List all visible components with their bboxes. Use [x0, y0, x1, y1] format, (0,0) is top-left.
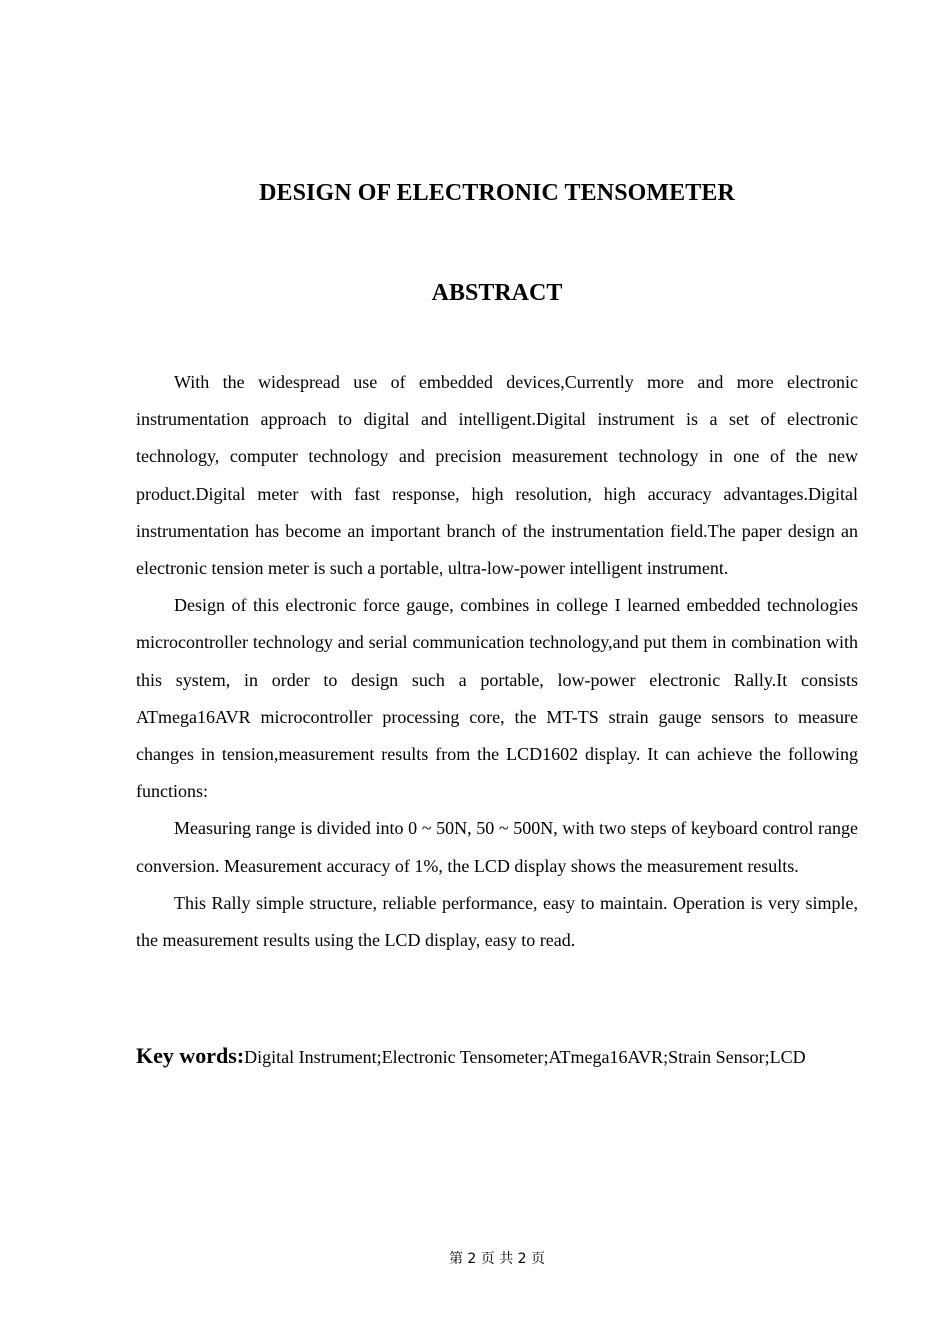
abstract-body	[136, 364, 858, 959]
abstract-paragraph-4: This Rally simple structure, reliable performance, easy to maintain. Operation is very simple, the measurement results using the LCD display, easy to read.	[136, 892, 858, 951]
abstract-paragraph-2: Design of this electronic force gauge, combines in college I learned embedded technologies microcontroller technology and serial communication technology,and put them in combination with this system, in order to design such a portable, low-power electronic Rally.It consists ATmega16AVR microcontroller processing core, the MT-TS strain gauge sensors to measure changes in tension,measurement results from the LCD1602 display. It can achieve the following functions:	[136, 595, 858, 802]
keywords-line	[136, 1043, 896, 1069]
abstract-paragraph-1: With the widespread use of embedded devices,Currently more and more electronic instrumentation approach to digital and intelligent.Digital instrument is a set of electronic technology, computer technology and precision measurement technology in one of the new product.Digital meter with fast response, high resolution, high accuracy advantages.Digital instrumentation has become an important branch of the instrumentation field.The paper design an electronic tension meter is such a portable, ultra-low-power intelligent instrument.	[136, 372, 858, 579]
abstract-paragraph-3: Measuring range is divided into 0 ~ 50N, 50 ~ 500N, with two steps of keyboard control range conversion. Measurement accuracy of 1%, the LCD display shows the measurement results.	[136, 818, 858, 876]
page-number-footer: 第 2 页 共 2 页	[448, 1251, 546, 1267]
keywords-label: Key words:	[136, 1043, 245, 1068]
abstract-heading: ABSTRACT	[431, 280, 563, 306]
keywords-text: Digital Instrument;Electronic Tensometer;ATmega16AVR;Strain Sensor;LCD	[244, 1047, 806, 1067]
document-title: DESIGN OF ELECTRONIC TENSOMETER	[259, 180, 735, 206]
